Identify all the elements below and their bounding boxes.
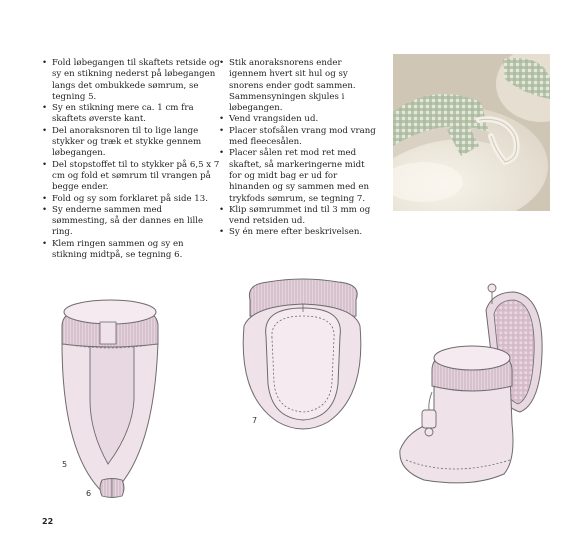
instruction-step: • Del stopstoffet til to stykker på 6,5 x 7 cm og fold et sømrum til vrangen på begge ender. [42, 160, 220, 194]
finished-slipper-drawing [392, 274, 562, 504]
instruction-step: • Sy enderne sammen med sømmesting, så der dannes en lille ring. [42, 205, 220, 239]
boot-shaft-drawing [50, 292, 170, 504]
finished-slipper-image [392, 274, 562, 500]
drawing-6-label: 6 [86, 489, 92, 498]
instruction-step: • Del anoraksnoren til to lige lange stykker og træk et stykke gennem løbegangen. [42, 126, 220, 160]
instruction-step: • Sy en stikning mere ca. 1 cm fra skaftets øverste kant. [42, 103, 220, 126]
instruction-step: • Klem ringen sammen og sy en stikning midtpå, se tegning 6. [42, 239, 220, 262]
instruction-step: • Vend vrangsiden ud. [219, 114, 377, 125]
instructions-column-2 [219, 58, 377, 239]
slipper-photo-image [393, 54, 550, 211]
instruction-step: • Placer stofsålen vrang mod vrang med fleecesålen. [219, 126, 377, 149]
drawing-6 [80, 474, 140, 508]
instruction-step: • Klip sømrummet ind til 3 mm og vend retsiden ud. [219, 205, 377, 228]
drawing-7 [238, 276, 368, 442]
sole-attachment-drawing [238, 276, 368, 438]
instructions-column-1 [42, 58, 220, 261]
instruction-step: • Fold løbegangen til skaftets retside og sy en stikning nederst på løbegangen langs det ombukkede sømrum, se tegning 5. [42, 58, 220, 103]
instruction-step: • Sy én mere efter beskrivelsen. [219, 227, 377, 238]
instruction-step: • Fold og sy som forklaret på side 13. [42, 194, 220, 205]
page-number: 22 [42, 517, 54, 526]
instruction-step: • Placer sålen ret mod ret med skaftet, så markeringerne midt for og midt bag er ud for hinanden og sy sammen med en trykfods sømrum, se tegning 7. [219, 148, 377, 204]
instruction-step: • Stik anoraksnorens ender igennem hvert sit hul og sy snorens ender godt sammen. Sammensyningen skjules i løbegangen. [219, 58, 377, 114]
drawing-7-label: 7 [252, 416, 258, 425]
slipper-photo [393, 54, 550, 211]
drawing-5-label: 5 [62, 460, 68, 469]
